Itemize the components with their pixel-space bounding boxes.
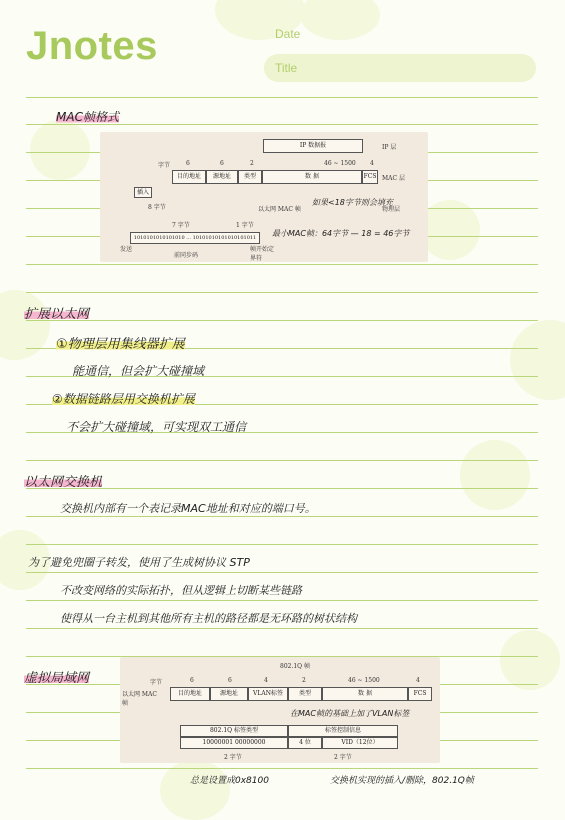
width-label: 46 ~ 1500: [348, 677, 380, 684]
background-blob: [420, 200, 480, 260]
width-label: 4: [416, 677, 420, 684]
physical-layer-label: 物理层: [382, 206, 401, 213]
width-label: 4: [264, 677, 268, 684]
seven-bytes-label: 7 字节: [172, 222, 190, 229]
section-heading-mac-frame: MAC帧格式: [56, 110, 119, 124]
vlan-frame-field: FCS: [408, 687, 432, 701]
width-label: 6: [186, 160, 190, 167]
one-byte-label: 1 字节: [236, 222, 254, 229]
frame-field: 数 据: [262, 170, 362, 184]
vlan-frame-field: VLAN标签: [248, 687, 288, 701]
bytes-label: 字节: [150, 679, 163, 686]
ethernet-frame-label: 以太网 MAC 帧: [258, 206, 301, 213]
note-vlan-insert: 在MAC帧的基础上加了VLAN标签: [290, 709, 410, 718]
frame-field: FCS: [362, 170, 378, 184]
sfd-label: 帧开始定界符: [250, 246, 275, 262]
eight-bytes-label: 8 字节: [148, 204, 166, 211]
stp-line: 不改变网络的实际拓扑，但从逻辑上切断某些链路: [60, 584, 302, 597]
ip-packet-box: IP 数据报: [263, 139, 363, 153]
note-vlan-switch: 交换机实现的插入/删除，802.1Q帧: [330, 776, 474, 786]
note-padding: 如果<18字节则会填充: [312, 198, 393, 207]
tag-control-cell: 标签控制信息: [288, 725, 398, 737]
vid-cell: VID（12位）: [322, 737, 398, 749]
background-blob: [30, 120, 90, 180]
width-label: 6: [228, 677, 232, 684]
note-tag-type: 总是设置成0x8100: [190, 776, 269, 786]
tag-bits-cell: 10000001 00000000: [180, 737, 288, 749]
width-label: 6: [220, 160, 224, 167]
frame-field: 源地址: [206, 170, 238, 184]
switch-description: 交换机内部有一个表记录MAC地址和对应的端口号。: [60, 502, 316, 515]
section-heading-stp: 为了避免兜圈子转发，使用了生成树协议 STP: [28, 556, 250, 569]
list-item: ①物理层用集线器扩展: [56, 333, 185, 352]
four-bits-cell: 4 位: [288, 737, 322, 749]
preamble-label: 前同步码: [174, 252, 199, 259]
app-logo: Jnotes: [26, 24, 158, 68]
width-label: 46 ~ 1500: [324, 160, 356, 167]
background-blob: [500, 630, 560, 690]
width-label: 6: [190, 677, 194, 684]
width-label: 2: [302, 677, 306, 684]
ip-layer-label: IP 层: [382, 144, 397, 151]
ethernet-mac-frame-label: 以太网 MAC 帧: [122, 691, 157, 707]
stp-line: 使得从一台主机到其他所有主机的路径都是无环路的树状结构: [60, 612, 357, 625]
background-blob: [460, 440, 530, 510]
width-label: 2: [250, 160, 254, 167]
bytes-label: 字节: [158, 162, 171, 169]
frame-field: 类型: [238, 170, 262, 184]
vlan-figure-title: 802.1Q 帧: [280, 663, 311, 670]
background-blob: [510, 320, 565, 400]
vlan-frame-field: 源地址: [210, 687, 248, 701]
tag-type-cell: 802.1Q 标签类型: [180, 725, 288, 737]
list-item-note: 不会扩大碰撞域，可实现双工通信: [66, 420, 247, 434]
background-blob: [160, 760, 230, 820]
date-field[interactable]: Date: [275, 27, 301, 41]
section-heading-extend-ethernet: 扩展以太网: [24, 303, 89, 322]
section-heading-switch: 以太网交换机: [24, 471, 102, 490]
send-label: 发送: [120, 246, 133, 253]
preamble-bits: 1010101010101010 ... 10101010101010101011: [130, 232, 260, 244]
background-blob: [0, 290, 50, 360]
width-label: 4: [370, 160, 374, 167]
insert-box: 插入: [134, 187, 152, 198]
title-input[interactable]: [264, 54, 536, 82]
vlan-frame-field: 类型: [288, 687, 322, 701]
mac-layer-label: MAC 层: [382, 175, 405, 182]
title-placeholder: Title: [275, 61, 298, 75]
section-heading-vlan: 虚拟局域网: [24, 667, 89, 686]
vlan-frame-field: 数 据: [322, 687, 408, 701]
list-item: ②数据链路层用交换机扩展: [52, 392, 195, 406]
note-min-frame: 最小MAC帧：64字节 — 18 = 46字节: [272, 229, 410, 238]
vlan-frame-field: 目的地址: [170, 687, 210, 701]
frame-field: 目的地址: [172, 170, 206, 184]
two-bytes-label: 2 字节: [224, 754, 242, 761]
two-bytes-label: 2 字节: [334, 754, 352, 761]
list-item-note: 能通信，但会扩大碰撞域: [72, 364, 205, 378]
background-blob: [300, 0, 380, 40]
